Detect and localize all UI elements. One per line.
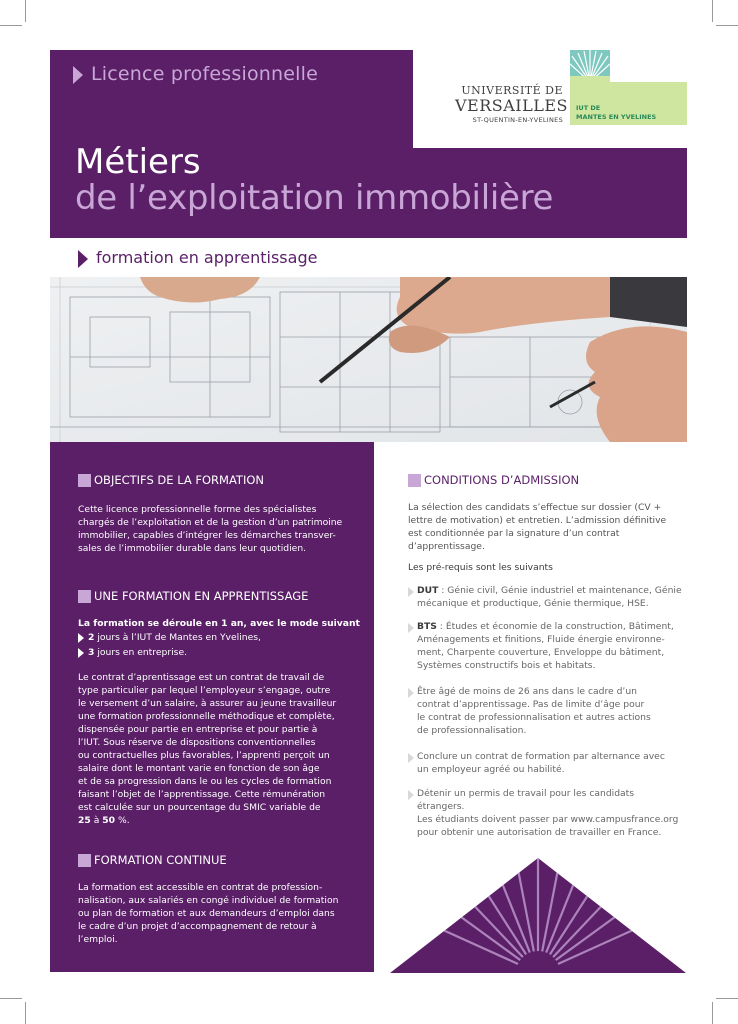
bullet-text: jours à l’IUT de Mantes en Yvelines,: [94, 632, 261, 643]
university-logo: [455, 84, 569, 124]
square-bullet-icon: [78, 590, 91, 603]
arrow-right-icon: [408, 587, 414, 597]
prereq-line: ment, Charpente couverture, Enveloppe du bâtiment,: [417, 647, 665, 658]
apprentissage-line-last: [78, 814, 368, 827]
apprentissage-line: faisant l’objet de l’apprentissage. Cette rémunération: [78, 789, 326, 800]
prereq-line: Conclure un contrat de formation par alternance avec: [417, 751, 665, 762]
apprentissage-line: est calculée sur un pourcentage du SMIC variable de: [78, 802, 321, 813]
objectifs-line: sales de l’immobilier durable dans leur quotidien.: [78, 543, 307, 554]
pct-max: 50: [102, 815, 116, 826]
page-title: [50, 142, 687, 238]
program-banner: [50, 50, 413, 100]
arrow-right-icon: [408, 753, 414, 763]
objectifs-heading: [78, 473, 264, 487]
square-bullet-icon: [408, 474, 421, 487]
admission-heading-text: CONDITIONS D’ADMISSION: [424, 473, 580, 487]
pct-end: %.: [115, 815, 130, 826]
arrow-right-icon: [78, 633, 84, 643]
admission-line: lettre de motivation) et entretien. L’admission définitive: [408, 515, 667, 526]
prereq-item-dut: [408, 584, 683, 610]
crop-mark: [0, 998, 22, 999]
prereq-item-permit: [408, 787, 683, 839]
apprentissage-line: et de sa progression dans le ou les cycles de formation: [78, 776, 332, 787]
apprentissage-line: Le contrat d’aprentissage est un contrat de travail de: [78, 672, 325, 683]
crop-mark: [716, 25, 738, 26]
university-line-1: UNIVERSITÉ DE: [461, 84, 563, 97]
crop-mark: [712, 0, 713, 22]
decorative-triangle: [390, 858, 686, 973]
continue-line: ou plan de formation et aux demandeurs d’emploi dans: [78, 908, 335, 919]
prereq-line: Aménagements et finitions, Fluide énergie environne-: [417, 634, 665, 645]
apprentissage-line: le versement d’un salaire, à assurer au jeune travailleur: [78, 698, 337, 709]
admission-text: [408, 501, 688, 553]
prereq-item-contract: [408, 750, 683, 776]
iut-line-1: IUT DE: [576, 104, 601, 112]
objectifs-text: [78, 503, 368, 555]
apprentissage-heading: [78, 589, 308, 603]
crop-mark: [716, 998, 738, 999]
apprentissage-block: [78, 617, 368, 660]
subtitle: formation en apprentissage: [96, 248, 318, 267]
continue-line: l’emploi.: [78, 934, 118, 945]
objectifs-heading-text: OBJECTIFS DE LA FORMATION: [94, 473, 265, 487]
pct-mid: à: [90, 815, 103, 826]
apprentissage-line: ou contractuelles plus favorables, l’apprenti perçoit un: [78, 750, 330, 761]
title-block-filler: [50, 100, 413, 148]
apprentissage-line: une formation professionnelle méthodique et complète,: [78, 711, 335, 722]
title-line-2: de l’exploitation immobilière: [75, 178, 554, 218]
arrow-right-icon: [73, 66, 83, 84]
university-line-2: VERSAILLES: [455, 96, 569, 115]
prereq-line: Détenir un permis de travail pour les candidats étrangers.: [417, 788, 635, 812]
objectifs-line: immobilier, capables d’intégrer les démarches transver-: [78, 530, 336, 541]
apprentissage-line: salaire dont le montant varie en fonction de son âge: [78, 763, 320, 774]
admission-line: La sélection des candidats s’effectue sur dossier (CV +: [408, 502, 662, 513]
prereq-line: pour obtenir une autorisation de travailler en France.: [417, 827, 662, 838]
crop-mark: [712, 1002, 713, 1024]
title-line-1: Métiers: [75, 142, 201, 182]
prereq-item-age: [408, 685, 683, 737]
prereq-line: Être âgé de moins de 26 ans dans le cadre d’un: [417, 686, 638, 697]
prereq-line: Systèmes constructifs bois et habitats.: [417, 660, 596, 671]
pct-min: 25: [78, 815, 91, 826]
prereq-item-bts: [408, 620, 683, 672]
prereq-title: Les pré-requis sont les suivants: [408, 562, 553, 573]
prereq-line: le contrat de professionnalisation et autres actions: [417, 712, 651, 723]
iut-line-2: MANTES EN YVELINES: [576, 113, 657, 121]
arrow-right-icon: [408, 790, 414, 800]
square-bullet-icon: [78, 854, 91, 867]
apprentissage-intro: La formation se déroule en 1 an, avec le mode suivant: [78, 618, 360, 629]
square-bullet-icon: [78, 474, 91, 487]
apprentissage-heading-text: UNE FORMATION EN APPRENTISSAGE: [94, 589, 309, 603]
program-type: Licence professionnelle: [91, 63, 318, 85]
apprentissage-bullet: [78, 630, 368, 645]
blueprint-photo: [50, 277, 687, 442]
crop-mark: [0, 25, 22, 26]
continue-line: le cadre d’un projet d’accompagnement de retour à: [78, 921, 317, 932]
objectifs-line: Cette licence professionnelle forme des spécialistes: [78, 504, 317, 515]
arrow-right-icon: [78, 250, 88, 268]
apprentissage-line: type particulier par lequel l’employeur s’engage, outre: [78, 685, 331, 696]
arrow-right-icon: [78, 648, 84, 658]
apprentissage-line: l’IUT. Sous réserve de dispositions conventionnelles: [78, 737, 316, 748]
prereq-line: un employeur agréé ou habilité.: [417, 764, 565, 775]
bullet-number: 3: [88, 647, 95, 658]
prereq-line: : Études et économie de la construction, Bâtiment,: [436, 621, 674, 632]
continue-text: [78, 881, 368, 946]
continue-heading-text: FORMATION CONTINUE: [94, 853, 227, 867]
prereq-line: contrat d’apprentissage. Pas de limite d’âge pour: [417, 699, 645, 710]
admission-line: d’apprentissage.: [408, 541, 485, 552]
prereq-line: Les étudiants doivent passer par www.campusfrance.org: [417, 814, 679, 825]
objectifs-line: chargés de l’exploitation et de la gestion d’un patrimoine: [78, 517, 343, 528]
apprentissage-text: [78, 671, 368, 827]
admission-heading: [408, 473, 579, 487]
crop-mark: [25, 1002, 26, 1024]
university-line-3: ST-QUENTIN-EN-YVELINES: [472, 116, 563, 124]
apprentissage-bullet: [78, 645, 368, 660]
apprentissage-line: dispensée pour partie en entreprise et pour partie à: [78, 724, 318, 735]
continue-heading: [78, 853, 227, 867]
arrow-right-icon: [408, 688, 414, 698]
bullet-text: jours en entreprise.: [94, 647, 188, 658]
prereq-line: : Génie civil, Génie industriel et maintenance, Génie: [438, 585, 682, 596]
arrow-right-icon: [408, 623, 414, 633]
crop-mark: [25, 0, 26, 22]
continue-line: nalisation, aux salariés en congé individuel de formation: [78, 895, 339, 906]
bullet-number: 2: [88, 632, 95, 643]
iut-logo: [570, 82, 687, 125]
prereq-line: mécanique et productique, Génie thermique, HSE.: [417, 598, 649, 609]
sun-logo-icon: [570, 50, 610, 86]
prereq-label: BTS: [417, 621, 437, 632]
continue-line: La formation est accessible en contrat de profession-: [78, 882, 323, 893]
admission-line: est conditionnée par la signature d’un contrat: [408, 528, 620, 539]
prereq-label: DUT: [417, 585, 439, 596]
prereq-line: de professionnalisation.: [417, 725, 527, 736]
